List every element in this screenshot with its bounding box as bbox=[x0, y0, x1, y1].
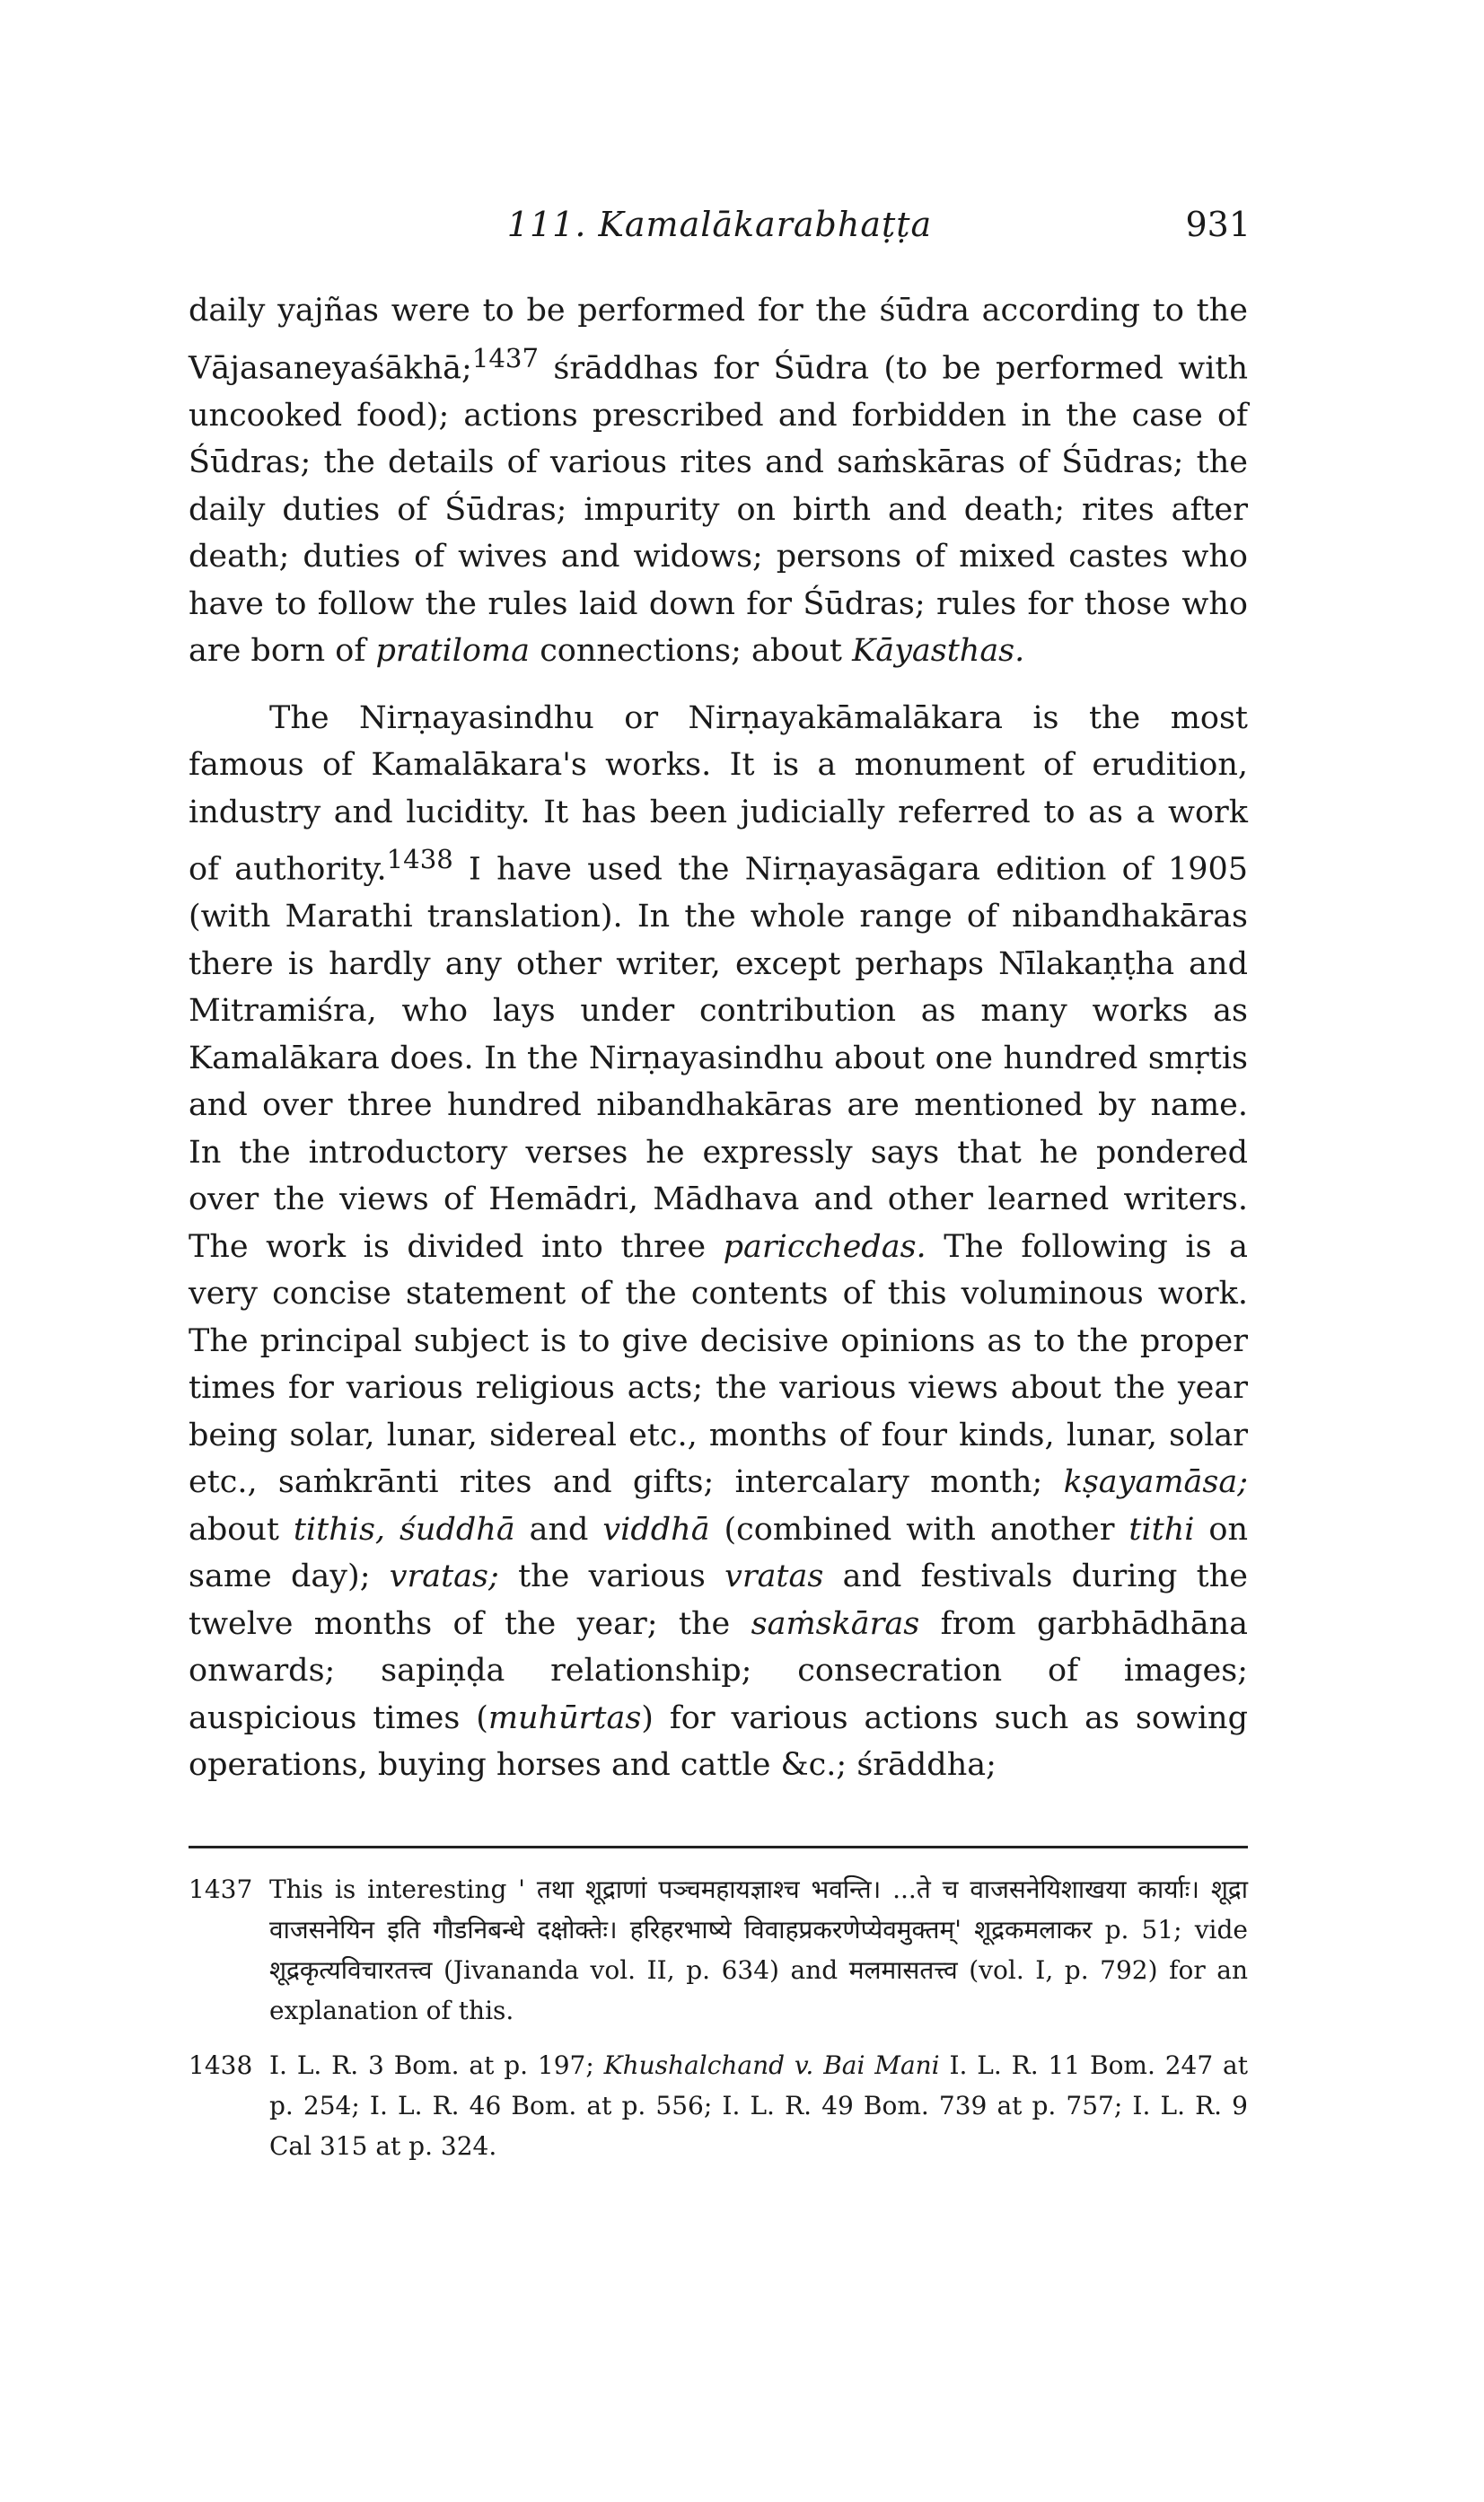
footnote-number: 1438 bbox=[189, 2050, 253, 2080]
text-run: on same day); bbox=[189, 1511, 1248, 1595]
text-run: The following is a very concise statement of the contents of this voluminous work. The principal subject is to give decisive opinions as to the proper times for various religious acts; the various views about the year being solar, lunar, sidereal etc., months of four kinds, lunar, solar etc., saṁkrānti rites and gifts; intercalary month; bbox=[189, 1228, 1248, 1501]
paragraph-2 bbox=[189, 695, 1248, 1789]
footnote-text bbox=[269, 1869, 1248, 2031]
italic-term: pratiloma bbox=[375, 633, 531, 670]
text-run: (combined with another bbox=[709, 1511, 1129, 1548]
text-run: the various bbox=[498, 1558, 725, 1595]
main-text bbox=[189, 287, 1248, 1789]
footnote-number: 1437 bbox=[189, 1874, 253, 1904]
text-run: connections; about bbox=[530, 633, 853, 670]
italic-term: tithi bbox=[1128, 1511, 1195, 1548]
italic-term: kṣayamāsa; bbox=[1063, 1464, 1248, 1501]
text-run: and bbox=[514, 1511, 603, 1548]
page-number: 931 bbox=[1185, 205, 1251, 244]
footnote-divider bbox=[189, 1846, 1248, 1848]
page-header bbox=[189, 205, 1251, 259]
text-run: This is interesting ' तथा शूद्राणां पञ्चमहायज्ञाश्च भवन्ति। ...ते च वाजसनेयिशाखया कार्याः। शूद्रा वाजसनेयिन इति गौडनिबन्धे दक्षोक्तेः। हरिहरभाष्ये विवाहप्रकरणेप्येवमुक्तम्' शूद्रकमलाकर p. 51; vide शूद्रकृत्यविचारतत्त्व (Jivananda vol. II, p. 634) and मलमासतत्त्व (vol. I, p. 792) for an explanation of this. bbox=[269, 1874, 1248, 2025]
text-run: about bbox=[189, 1511, 294, 1548]
italic-term: viddhā bbox=[602, 1511, 710, 1548]
text-run: from garbhādhāna onwards; sapiṇḍa relationship; consecration of images; auspicious times ( bbox=[189, 1605, 1248, 1736]
footnote-ref-1438: 1438 bbox=[386, 844, 453, 875]
footnote-1437 bbox=[189, 1869, 1248, 2031]
italic-term: tithis, śuddhā bbox=[293, 1511, 515, 1548]
italic-term: vratas bbox=[724, 1558, 824, 1595]
paragraph-1 bbox=[189, 287, 1248, 675]
italic-case-name: Khushalchand v. Bai Mani bbox=[603, 2050, 940, 2080]
footnote-text bbox=[269, 2045, 1248, 2166]
running-title: 111. Kamalākarabhaṭṭa bbox=[506, 205, 933, 244]
footnote-ref-1437: 1437 bbox=[471, 342, 540, 373]
text-run: I. L. R. 3 Bom. at p. 197; bbox=[269, 2050, 604, 2080]
text-run: The Nirṇayasindhu or Nirṇayakāmalākara is the most famous of Kamalākara's works. It is a monument of erudition, industry and lucidity. It has been judicially referred to as a work of authority. bbox=[189, 699, 1248, 888]
footnotes bbox=[189, 1869, 1248, 2181]
italic-term: vratas; bbox=[389, 1558, 499, 1595]
italic-term: saṁskāras bbox=[751, 1605, 920, 1642]
text-run: daily yajñas were to be performed for the śūdra according to the Vājasaneyaśākhā; bbox=[189, 293, 1248, 387]
footnote-1438 bbox=[189, 2045, 1248, 2166]
text-run: ) for various actions such as sowing operations, buying horses and cattle &c.; śrāddha; bbox=[189, 1699, 1248, 1784]
text-run: I. L. R. 11 Bom. 247 at p. 254; I. L. R. 46 Bom. at p. 556; I. L. R. 49 Bom. 739 at p. 757; I. L. R. 9 Cal 315 at p. 324. bbox=[269, 2050, 1248, 2161]
text-run: I have used the Nirṇayasāgara edition of 1905 (with Marathi translation). In the whole range of nibandhakāras there is hardly any other writer, except perhaps Nīlakaṇṭha and Mitramiśra, who lays under contribution as many works as Kamalākara does. In the Nirṇayasindhu about one hundred smṛtis and over three hundred nibandhakāras are mentioned by name. In the introductory verses he expressly says that he pondered over the views of Hemādri, Mādhava and other learned writers. The work is divided into three bbox=[189, 851, 1248, 1265]
italic-term: paricchedas. bbox=[723, 1228, 926, 1265]
text-run: śrāddhas for Śūdra (to be performed with uncooked food); actions prescribed and forbidden in the case of Śūdras; the details of various rites and saṁskāras of Śūdras; the daily duties of Śūdras; impurity on birth and death; rites after death; duties of wives and widows; persons of mixed castes who have to follow the rules laid down for Śūdras; rules for those who are born of bbox=[189, 350, 1248, 670]
text-run: and festivals during the twelve months of the year; the bbox=[189, 1558, 1248, 1642]
italic-term: Kāyasthas. bbox=[852, 633, 1025, 670]
italic-term: muhūrtas bbox=[487, 1699, 642, 1736]
